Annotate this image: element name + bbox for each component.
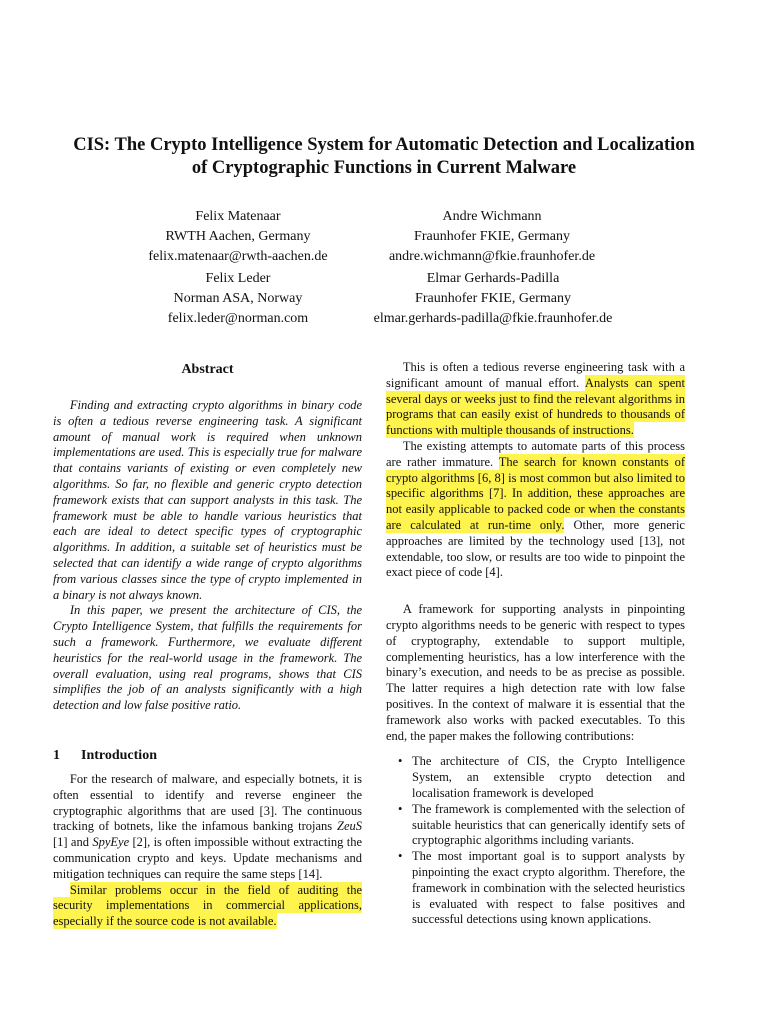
- abstract-section: [53, 360, 362, 714]
- author-affiliation: Fraunhofer FKIE, Germany: [415, 291, 571, 306]
- author-block-wichmann: [322, 207, 662, 267]
- paper-title: [40, 134, 728, 180]
- abstract-heading: Abstract: [181, 362, 234, 377]
- title-line-2: of Cryptographic Functions in Current Malware: [191, 158, 577, 178]
- author-name: Andre Wichmann: [442, 209, 542, 224]
- author-name: Felix Matenaar: [195, 209, 281, 224]
- author-email: andre.wichmann@fkie.fraunhofer.de: [388, 249, 596, 264]
- section-number: 1: [53, 747, 60, 763]
- list-item: • The architecture of CIS, the Crypto Intelligence System, an extensible crypto detection and localisation framework is developed: [398, 754, 685, 800]
- highlighted-text: The search for known constants of crypto algorithms [6, 8] is most common but also limited to specific algorithms [7]. In addition, these approaches are not easily applicable to packed code or when the constants are calculated at run-time only.: [386, 454, 685, 532]
- abstract-paragraph-2: In this paper, we present the architecture of CIS, the Crypto Intelligence System, that fulfills the requirements for such a framework. Furthermore, we evaluate different heuristics for the real-world usage in the framework. The overall evaluation, using real programs, shows that CIS simplifies the job of an analysts significantly with a high detection and low false positive ratio.: [53, 603, 362, 713]
- author-affiliation: Fraunhofer FKIE, Germany: [414, 229, 570, 244]
- right-paragraph-3: A framework for supporting analysts in pinpointing crypto algorithms needs to be generic with respect to types of cryptography, extendable to support multiple, complementing heuristics, has a low interference with the binary’s execution, and needs to be as precise as possible. The latter requires a high detection rate with low false positives. In the context of malware it is essential that the framework also works with packed executables. To this end, the paper makes the following contributions:: [386, 602, 685, 743]
- intro-paragraph-2: [53, 883, 362, 930]
- section-title: Introduction: [81, 747, 157, 763]
- author-email: felix.matenaar@rwth-aachen.de: [148, 249, 328, 264]
- author-affiliation: Norman ASA, Norway: [173, 291, 303, 306]
- author-affiliation: RWTH Aachen, Germany: [165, 229, 311, 244]
- author-name: Elmar Gerhards-Padilla: [426, 271, 560, 286]
- author-email: felix.leder@norman.com: [167, 311, 309, 326]
- abstract-paragraph-1: Finding and extracting crypto algorithms in binary code is often a tedious reverse engineering task. A significant amount of manual work is required when unknown implementations are used. This is especially true for malware that contains variants of existing or even completely new algorithms. So far, no flexible and generic crypto detection framework exists that can support analysts in this task. The framework must be able to handle various heuristics that each are ideal to detect specific types of cryptographic algorithms. In addition, a suitable set of heuristics must be selected that can identify a wide range of crypto algorithms from various classes since the type of crypto implemented in a binary is not always known.: [53, 398, 362, 602]
- right-paragraph-2: The existing attempts to automate parts of this process are rather immature. The search for known constants of crypto algorithms [6, 8] is most common but also limited to specific algorithms [7]. In addition, these approaches are not easily applicable to packed code or when the constants are calculated at run-time only. Other, more generic approaches are limited by the technology used [13], not extendable, too slow, or results are too wide to pinpoint the exact piece of code [4].: [386, 438, 685, 580]
- left-column: [53, 360, 362, 930]
- title-line-1: CIS: The Crypto Intelligence System for Automatic Detection and Localization: [73, 135, 695, 155]
- list-item: • The framework is complemented with the selection of suitable heuristics that can generically identify sets of cryptographic algorithms including variants.: [398, 801, 685, 848]
- right-column: [386, 360, 685, 928]
- spyeye-name: SpyEye: [92, 835, 130, 850]
- intro-paragraph-1: For the research of malware, and especially botnets, it is often essential to identify and reverse engineer the cryptographic algorithms that are used [3]. The continuous tracking of botnets, like the infamous banking trojans ZeuS [1] and SpyEye [2], is often impossible without extracting the communication crypto and keys. Update mechanisms and mitigation techniques can require the same steps [14].: [53, 771, 363, 881]
- highlighted-text: Similar problems occur in the field of auditing the security implementations in commercial applications, especially if the source code is not available.: [53, 882, 362, 929]
- author-block-gerhards-padilla: [300, 269, 686, 329]
- author-email: elmar.gerhards-padilla@fkie.fraunhofer.de: [373, 311, 613, 326]
- author-name: Felix Leder: [205, 271, 271, 286]
- right-paragraph-1: This is often a tedious reverse engineering task with a significant amount of manual effort. Analysts can spent several days or weeks just to find the relevant algorithms in programs that can easily exist of hundreds to thousands of functions with multiple thousands of instructions.: [386, 360, 685, 438]
- zeus-name: ZeuS: [337, 819, 362, 834]
- list-item: • The most important goal is to support analysts by pinpointing the exact crypto algorithm. Therefore, the framework in combination with the selected heuristics is evaluated with respect to false positives and successful detections using known applications.: [398, 849, 685, 927]
- contributions-list: [386, 754, 685, 928]
- section-heading-introduction: [53, 746, 362, 766]
- highlighted-text: Analysts can spent several days or weeks just to find the relevant algorithms in programs that can easily exist of hundreds to thousands of functions with multiple thousands of instructions.: [386, 375, 685, 438]
